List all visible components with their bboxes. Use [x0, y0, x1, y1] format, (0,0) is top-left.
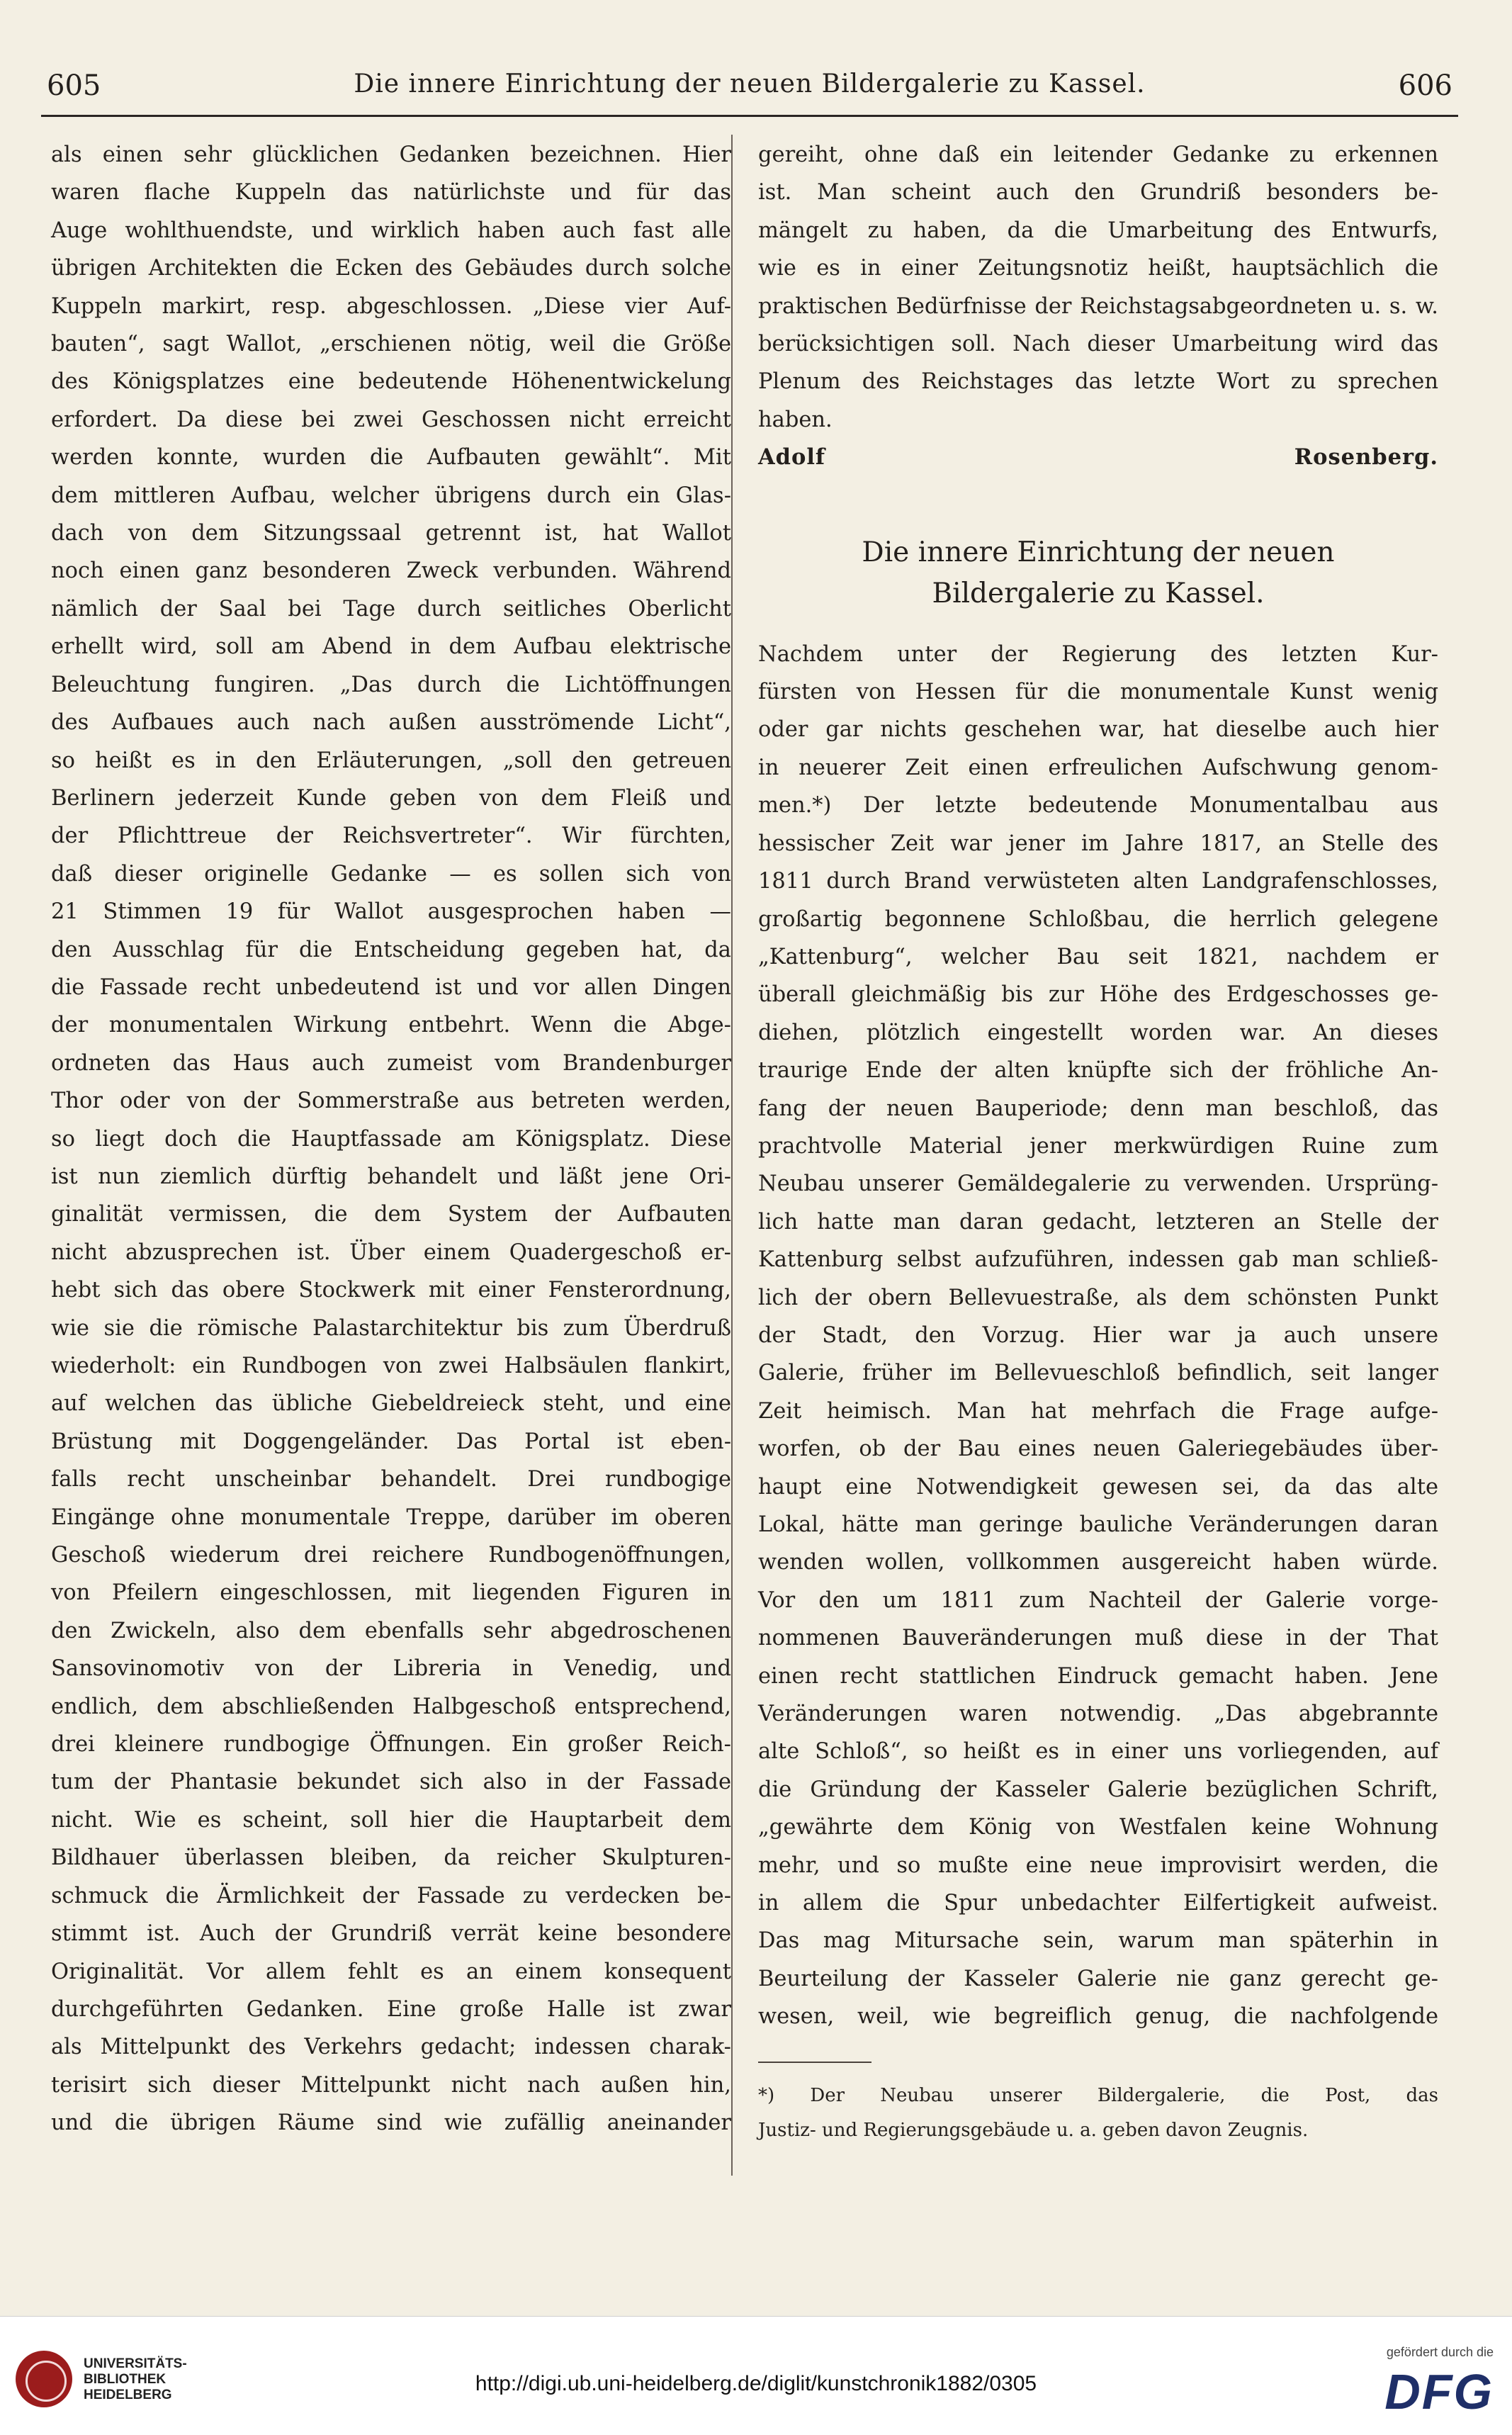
text-line: so liegt doch die Hauptfassade am Königsplatz. Diese	[51, 1126, 731, 1152]
text-line: oder gar nichts geschehen war, hat dieselbe auch hier	[758, 717, 1438, 743]
text-line: den Ausschlag für die Entscheidung gegeben hat, da	[51, 937, 731, 962]
text-line: in neuerer Zeit einen erfreulichen Aufschwung genom-	[758, 755, 1438, 780]
text-line: erfordert. Da diese bei zwei Geschossen nicht erreicht	[51, 407, 731, 432]
text-line: terisirt sich dieser Mittelpunkt nicht nach außen hin,	[51, 2072, 731, 2098]
document-url[interactable]: http://digi.ub.uni-heidelberg.de/diglit/kunstchronik1882/0305	[475, 2372, 1037, 2395]
text-line: Kattenburg selbst aufzuführen, indessen gab man schließ-	[758, 1247, 1438, 1273]
dfg-logo: DFG	[1384, 2364, 1494, 2419]
text-line: haben.	[758, 407, 833, 432]
left-column	[51, 136, 731, 2142]
text-line: von Pfeilern eingeschlossen, mit liegenden Figuren in	[51, 1580, 731, 1606]
right-page-number: 606	[1398, 69, 1452, 102]
previous-article-ending	[758, 136, 1438, 439]
text-line: „Kattenburg“, welcher Bau seit 1821, nachdem er	[758, 944, 1438, 969]
text-line: ist. Man scheint auch den Grundriß besonders be-	[758, 180, 1438, 206]
text-line: haupt eine Notwendigkeit gewesen sei, da das alte	[758, 1474, 1438, 1500]
text-line: Bildergalerie zu Kassel.	[932, 577, 1265, 609]
library-name-line: UNIVERSITÄTS-	[84, 2356, 187, 2371]
text-line: hebt sich das obere Stockwerk mit einer Fensterordnung,	[51, 1278, 731, 1303]
header-rule	[41, 115, 1458, 117]
text-line: Thor oder von der Sommerstraße aus betreten werden,	[51, 1089, 731, 1114]
text-line: endlich, dem abschließenden Halbgeschoß entsprechend,	[51, 1694, 731, 1719]
text-line: übrigen Architekten die Ecken des Gebäudes durch solche	[51, 256, 731, 281]
text-line: tum der Phantasie bekundet sich also in der Fassade	[51, 1770, 731, 1795]
text-line: alte Schloß“, so heißt es in einer uns vorliegenden, auf	[758, 1739, 1438, 1765]
text-line: Das mag Mitursache sein, warum man späterhin in	[758, 1928, 1438, 1954]
text-line: so heißt es in den Erläuterungen, „soll den getreuen	[51, 748, 731, 773]
column-divider	[731, 135, 733, 2176]
text-line: Berlinern jederzeit Kunde geben von dem Fleiß und	[51, 785, 731, 811]
text-line: und die übrigen Räume sind wie zufällig aneinander	[51, 2110, 731, 2136]
text-line: „gewährte dem König von Westfalen keine Wohnung	[758, 1815, 1438, 1840]
text-line: nicht abzusprechen ist. Über einem Quadergeschoß er-	[51, 1239, 731, 1265]
text-line: als Mittelpunkt des Verkehrs gedacht; indessen charak-	[51, 2035, 731, 2060]
text-line: nommenen Bauveränderungen muß diese in der That	[758, 1626, 1438, 1651]
text-line: daß dieser originelle Gedanke — es sollen sich von	[51, 861, 731, 887]
text-line: men.*) Der letzte bedeutende Monumentalbau aus	[758, 793, 1438, 819]
text-line: Zeit heimisch. Man hat mehrfach die Frage aufge-	[758, 1398, 1438, 1424]
text-line: wiederholt: ein Rundbogen von zwei Halbsäulen flankirt,	[51, 1354, 731, 1378]
text-line: Lokal, hätte man geringe bauliche Veränderungen daran	[758, 1512, 1438, 1537]
text-line: Veränderungen waren notwendig. „Das abgebrannte	[758, 1702, 1438, 1727]
text-line: falls recht unscheinbar behandelt. Drei rundbogige	[51, 1467, 731, 1492]
text-line: Beurteilung der Kasseler Galerie nie ganz gerecht ge-	[758, 1966, 1438, 1991]
text-line: Brüstung mit Doggengeländer. Das Portal ist eben-	[51, 1429, 731, 1454]
text-line: der Pflichttreue der Reichsvertreter“. Wir fürchten,	[51, 823, 731, 849]
text-line: überall gleichmäßig bis zur Höhe des Erdgeschosses ge-	[758, 982, 1438, 1008]
footnote	[758, 2079, 1438, 2148]
text-line: nicht. Wie es scheint, soll hier die Hauptarbeit dem	[51, 1807, 731, 1833]
author-signature: Adolf Rosenberg.	[758, 444, 1438, 471]
text-line: 1811 durch Brand verwüsteten alten Landgrafenschlosses,	[758, 869, 1438, 894]
page-header	[41, 65, 1458, 108]
text-line: dach von dem Sitzungssaal getrennt ist, hat Wallot	[51, 521, 731, 546]
text-line: Justiz- und Regierungsgebäude u. a. geben davon Zeugnis.	[758, 2119, 1309, 2141]
text-line: mängelt zu haben, da die Umarbeitung des Entwurfs,	[758, 218, 1438, 243]
text-line: Nachdem unter der Regierung des letzten Kur-	[758, 641, 1438, 667]
text-line: prachtvolle Material jener merkwürdigen Ruine zum	[758, 1133, 1438, 1159]
text-line: Galerie, früher im Bellevueschloß befindlich, seit langer	[758, 1361, 1438, 1386]
library-name-line: BIBLIOTHEK	[84, 2372, 167, 2387]
text-line: Sansovinomotiv von der Libreria in Venedig, und	[51, 1656, 731, 1682]
left-page-number: 605	[47, 69, 101, 102]
text-line: diehen, plötzlich eingestellt worden war. An dieses	[758, 1020, 1438, 1045]
right-column	[758, 136, 1438, 2148]
text-line: ist nun ziemlich dürftig behandelt und läßt jene Ori-	[51, 1164, 731, 1189]
text-line: in allem die Spur unbedachter Eilfertigkeit aufweist.	[758, 1891, 1438, 1916]
text-line: dem mittleren Aufbau, welcher übrigens durch ein Glas-	[51, 483, 731, 508]
text-line: nämlich der Saal bei Tage durch seitliches Oberlicht	[51, 596, 731, 622]
text-line: Kuppeln markirt, resp. abgeschlossen. „Diese vier Auf-	[51, 293, 731, 319]
text-line: Auge wohlthuendste, und wirklich haben auch fast alle	[51, 218, 731, 243]
text-line: die Fassade recht unbedeutend ist und vor allen Dingen	[51, 974, 731, 1000]
text-line: Die innere Einrichtung der neuen	[862, 536, 1335, 568]
text-line: gereiht, ohne daß ein leitender Gedanke zu erkennen	[758, 142, 1438, 167]
text-line: 21 Stimmen 19 für Wallot ausgesprochen haben —	[51, 899, 731, 925]
text-line: fürsten von Hessen für die monumentale Kunst wenig	[758, 680, 1438, 705]
text-line: wie sie die römische Palastarchitektur bis zum Überdruß	[51, 1315, 731, 1341]
text-line: Beleuchtung fungiren. „Das durch die Lichtöffnungen	[51, 672, 731, 697]
text-line: stimmt ist. Auch der Grundriß verrät keine besondere	[51, 1921, 731, 1947]
text-line: Eingänge ohne monumentale Treppe, darüber im oberen	[51, 1505, 731, 1530]
text-line: durchgeführten Gedanken. Eine große Halle ist zwar	[51, 1996, 731, 2022]
text-line: bauten“, sagt Wallot, „erschienen nötig, weil die Größe	[51, 332, 731, 357]
text-line: Vor den um 1811 zum Nachteil der Galerie vorge-	[758, 1587, 1438, 1613]
text-line: Plenum des Reichstages das letzte Wort zu sprechen	[758, 369, 1438, 395]
text-line: traurige Ende der alten knüpfte sich der fröhliche An-	[758, 1058, 1438, 1084]
text-line: des Königsplatzes eine bedeutende Höhenentwickelung	[51, 369, 731, 395]
text-line: werden konnte, wurden die Aufbauten gewählt“. Mit	[51, 445, 731, 471]
text-line: den Zwickeln, also dem ebenfalls sehr abgedroschenen	[51, 1618, 731, 1643]
text-line: waren flache Kuppeln das natürlichste und für das	[51, 180, 731, 206]
text-line: der Stadt, den Vorzug. Hier war ja auch unsere	[758, 1322, 1438, 1348]
text-line: der monumentalen Wirkung entbehrt. Wenn die Abge-	[51, 1013, 731, 1038]
running-title: Die innere Einrichtung der neuen Bildergalerie zu Kassel.	[354, 69, 1146, 99]
funding-note: gefördert durch die	[1386, 2345, 1494, 2359]
text-line: einen recht stattlichen Eindruck gemacht haben. Jene	[758, 1663, 1438, 1689]
viewer-footer	[0, 2316, 1512, 2435]
text-line: wenden wollen, vollkommen ausgereicht haben würde.	[758, 1550, 1438, 1575]
article-body	[758, 636, 1438, 2036]
text-line: Geschoß wiederum drei reichere Rundbogenöffnungen,	[51, 1543, 731, 1568]
text-line: großartig begonnene Schloßbau, die herrlich gelegene	[758, 906, 1438, 932]
text-line: Neubau unserer Gemäldegalerie zu verwenden. Ursprüng-	[758, 1171, 1438, 1197]
library-name-line: HEIDELBERG	[84, 2388, 172, 2402]
text-line: hessischer Zeit war jener im Jahre 1817, an Stelle des	[758, 831, 1438, 856]
text-line: erhellt wird, soll am Abend in dem Aufbau elektrische	[51, 634, 731, 660]
text-line: Bildhauer überlassen bleiben, da reicher Skulpturen-	[51, 1845, 731, 1871]
text-line: des Aufbaues auch nach außen ausströmende Licht“,	[51, 710, 731, 736]
text-line: berücksichtigen soll. Nach dieser Umarbeitung wird das	[758, 332, 1438, 357]
text-line: fang der neuen Bauperiode; denn man beschloß, das	[758, 1096, 1438, 1121]
text-line: wie es in einer Zeitungsnotiz heißt, hauptsächlich die	[758, 256, 1438, 281]
text-line: drei kleinere rundbogige Öffnungen. Ein großer Reich-	[51, 1732, 731, 1758]
text-line: lich hatte man daran gedacht, letzteren an Stelle der	[758, 1209, 1438, 1235]
text-line: die Gründung der Kasseler Galerie bezüglichen Schrift,	[758, 1777, 1438, 1802]
text-line: auf welchen das übliche Giebeldreieck steht, und eine	[51, 1391, 731, 1417]
text-line: lich der obern Bellevuestraße, als dem schönsten Punkt	[758, 1285, 1438, 1310]
text-line: *) Der Neubau unserer Bildergalerie, die Post, das	[758, 2084, 1438, 2106]
text-line: schmuck die Ärmlichkeit der Fassade zu verdecken be-	[51, 1883, 731, 1908]
text-line: als einen sehr glücklichen Gedanken bezeichnen. Hier	[51, 142, 731, 167]
article-title	[758, 532, 1438, 614]
text-line: noch einen ganz besonderen Zweck verbunden. Während	[51, 558, 731, 584]
text-line: wesen, weil, wie begreiflich genug, die nachfolgende	[758, 2004, 1438, 2030]
text-line: ordneten das Haus auch zumeist vom Brandenburger	[51, 1050, 731, 1076]
text-line: praktischen Bedürfnisse der Reichstagsabgeordneten u. s. w.	[758, 293, 1438, 319]
text-line: ginalität vermissen, die dem System der Aufbauten	[51, 1202, 731, 1227]
text-line: Originalität. Vor allem fehlt es an einem konsequent	[51, 1959, 731, 1984]
footnote-rule	[758, 2062, 871, 2063]
text-line: worfen, ob der Bau eines neuen Galeriegebäudes über-	[758, 1436, 1438, 1462]
text-line: mehr, und so mußte eine neue improvisirt werden, die	[758, 1852, 1438, 1878]
